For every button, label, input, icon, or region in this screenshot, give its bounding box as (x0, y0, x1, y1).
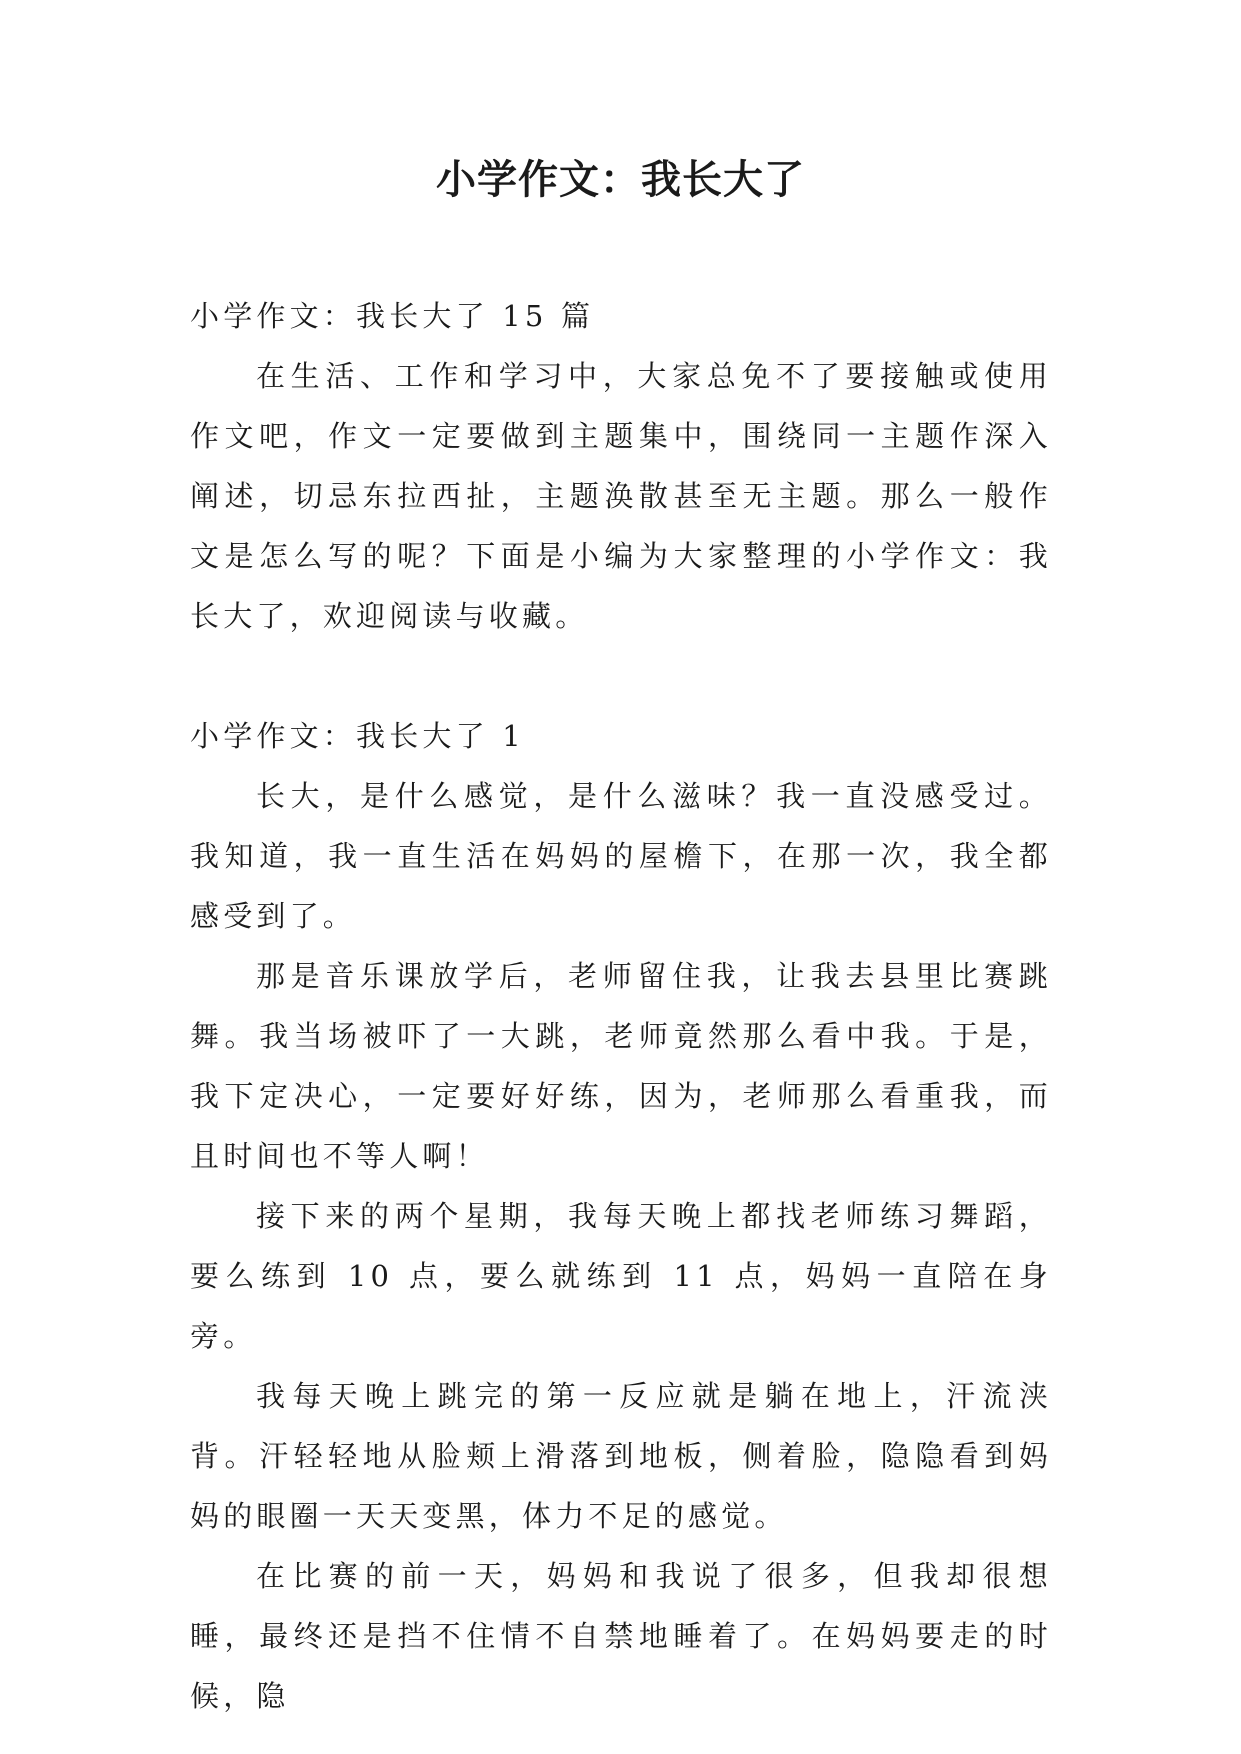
essay-paragraph: 我每天晚上跳完的第一反应就是躺在地上，汗流浃背。汗轻轻地从脸颊上滑落到地板，侧着脸，隐隐看到妈妈的眼圈一天天变黑，体力不足的感觉。 (190, 1379, 1052, 1533)
essay-paragraph: 在比赛的前一天，妈妈和我说了很多，但我却很想睡，最终还是挡不住情不自禁地睡着了。在妈妈要走的时候，隐 (190, 1559, 1052, 1713)
essay-heading: 小学作文：我长大了 1 (190, 719, 525, 753)
intro-paragraph: 在生活、工作和学习中，大家总免不了要接触或使用作文吧，作文一定要做到主题集中，围绕同一主题作深入阐述，切忌东拉西扯，主题涣散甚至无主题。那么一般作文是怎么写的呢？下面是小编为大家整理的小学作文：我长大了，欢迎阅读与收藏。 (190, 359, 1052, 633)
collection-heading: 小学作文：我长大了 15 篇 (190, 299, 595, 333)
document-title: 小学作文：我长大了 (436, 157, 805, 203)
essay-paragraph: 接下来的两个星期，我每天晚上都找老师练习舞蹈，要么练到 10 点，要么就练到 11 点，妈妈一直陪在身旁。 (190, 1199, 1052, 1353)
essay-paragraph: 那是音乐课放学后，老师留住我，让我去县里比赛跳舞。我当场被吓了一大跳，老师竟然那么看中我。于是，我下定决心，一定要好好练，因为，老师那么看重我，而且时间也不等人啊！ (190, 959, 1052, 1173)
section-gap (190, 646, 1052, 706)
essay-paragraph: 长大，是什么感觉，是什么滋味？我一直没感受过。我知道，我一直生活在妈妈的屋檐下，在那一次，我全都感受到了。 (190, 779, 1052, 933)
document-body (190, 286, 1052, 1726)
